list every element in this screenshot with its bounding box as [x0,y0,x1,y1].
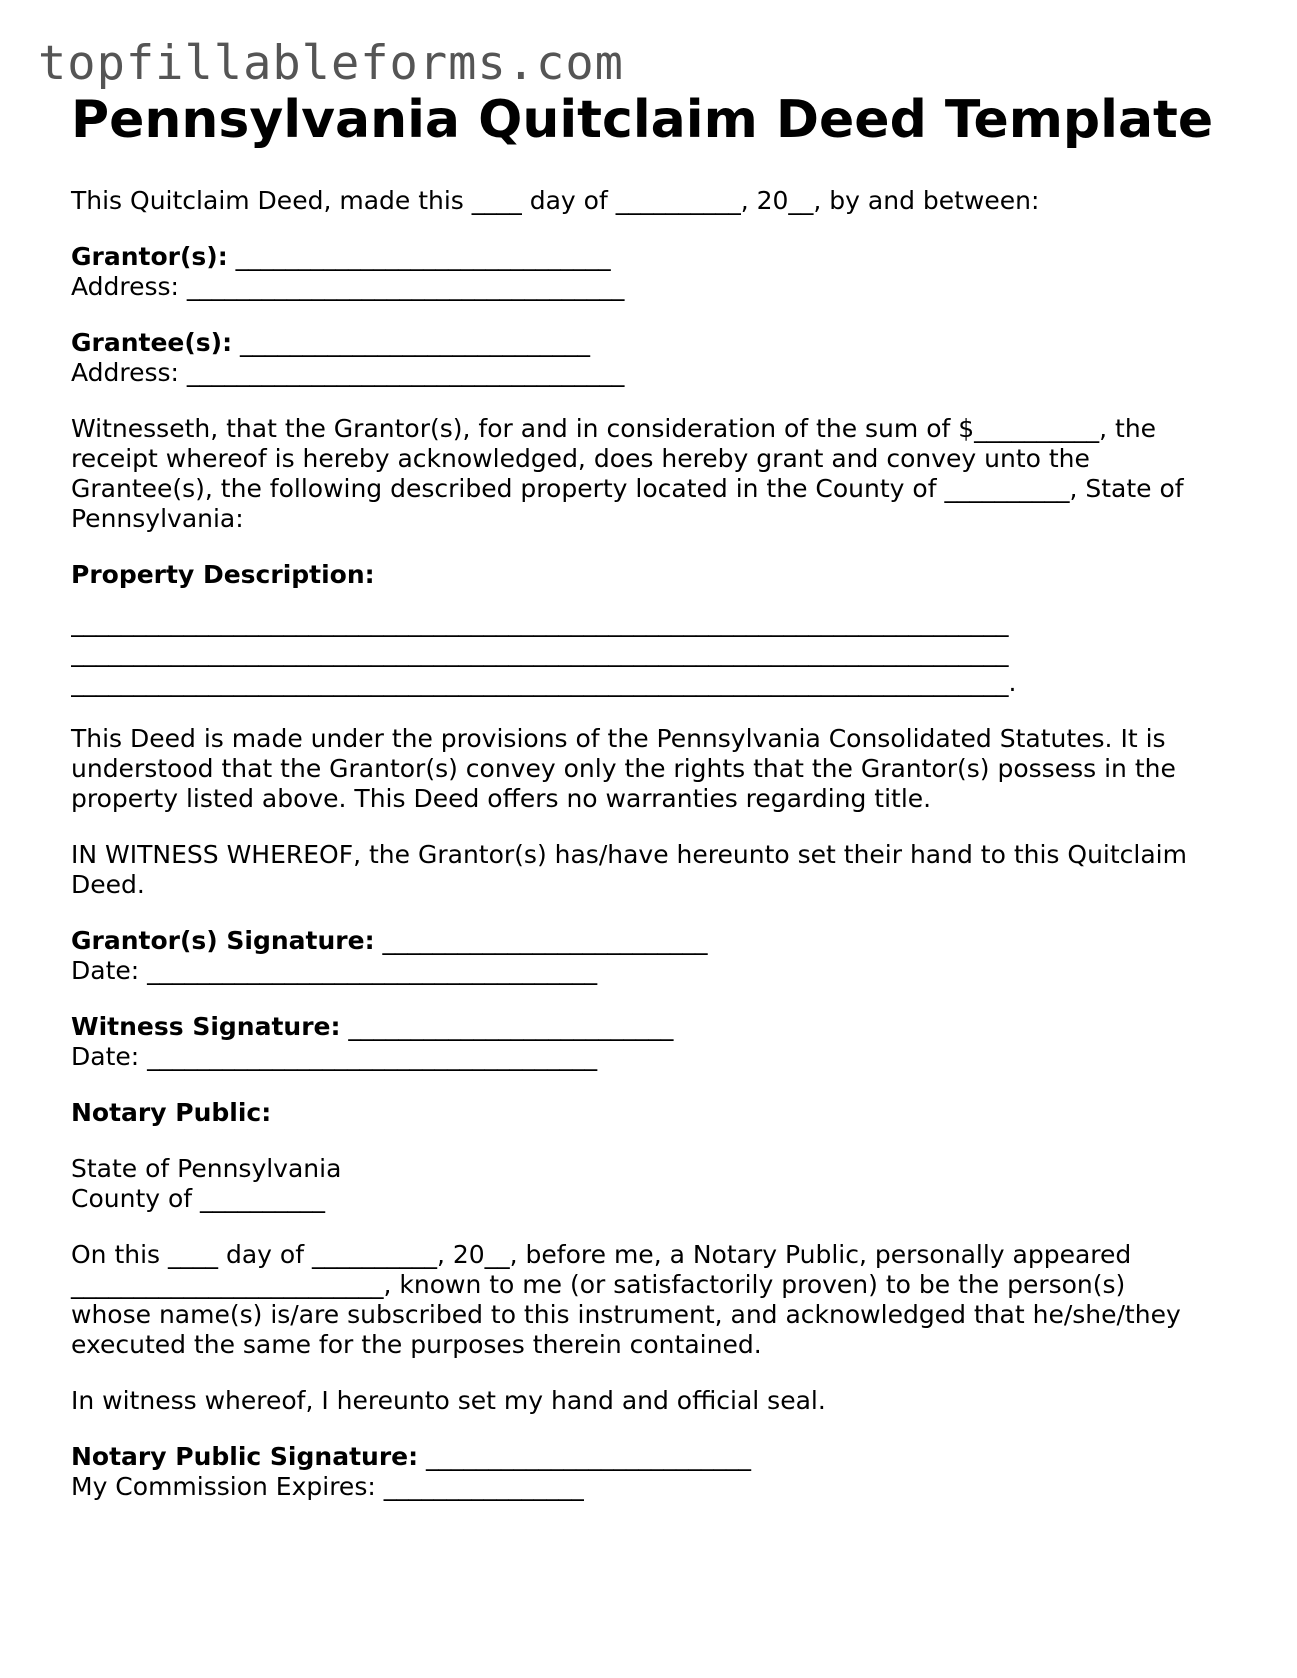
intro-line: This Quitclaim Deed, made this ____ day of __________, 20__, by and between: [71,186,1040,215]
property-description-heading [71,560,1231,590]
property-description-lines [71,608,1231,698]
grantee-label: Grantee(s): [71,328,233,357]
provisions-line: understood that the Grantor(s) convey only the rights that the Grantor(s) possess in the [71,754,1176,783]
in-witness-paragraph [71,840,1231,900]
page-title: Pennsylvania Quitclaim Deed Template [71,90,1214,150]
witnesseth-paragraph [71,414,1231,534]
grantor-line [71,242,1231,272]
grantee-address: Address: ___________________________________ [71,358,625,387]
commission-expires: My Commission Expires: ________________ [71,1472,584,1501]
notary-county: County of __________ [71,1184,326,1213]
notary-heading [71,1098,1231,1128]
intro-paragraph [71,186,1231,216]
grantor-signature-block [71,926,1231,986]
grantor-signature-blank: __________________________ [374,926,708,955]
grantor-label: Grantor(s): [71,242,228,271]
notary-acknowledgment [71,1240,1231,1360]
grantor-name-blank: ______________________________ [227,242,611,271]
property-description-blank: ___________________________________________________________________________ [71,638,1009,667]
acknowledgment-line: On this ____ day of __________, 20__, before me, a Notary Public, personally appeared [71,1240,1132,1269]
grantor-signature-line [71,926,1231,956]
in-witness-line: IN WITNESS WHEREOF, the Grantor(s) has/have hereunto set their hand to this Quitclaim [71,840,1187,869]
witnesseth-line: Pennsylvania: [71,504,244,533]
grantee-name-blank: ____________________________ [232,328,591,357]
witness-signature-blank: __________________________ [340,1012,674,1041]
notary-signature-line [71,1442,1231,1472]
notary-public-label: Notary Public: [71,1098,272,1127]
grantor-signature-label: Grantor(s) Signature: [71,926,375,955]
witnesseth-line: Grantee(s), the following described property located in the County of __________, State of [71,474,1184,503]
notary-state: State of Pennsylvania [71,1154,342,1183]
acknowledgment-line: whose name(s) is/are subscribed to this instrument, and acknowledged that he/she/they [71,1300,1181,1329]
grantee-line [71,328,1231,358]
provisions-paragraph [71,724,1231,814]
acknowledgment-line: _________________________, known to me (or satisfactorily proven) to be the person(s) [71,1270,1126,1299]
deed-body [71,186,1231,1528]
grantor-signature-date: Date: ____________________________________ [71,956,598,985]
property-description-blank: ___________________________________________________________________________ [71,608,1009,637]
witnesseth-line: Witnesseth, that the Grantor(s), for and in consideration of the sum of $__________, the [71,414,1157,443]
seal-statement [71,1386,1231,1416]
seal-statement-line: In witness whereof, I hereunto set my hand and official seal. [71,1386,826,1415]
notary-signature-label: Notary Public Signature: [71,1442,419,1471]
grantee-block [71,328,1231,388]
witness-signature-block [71,1012,1231,1072]
provisions-line: This Deed is made under the provisions of the Pennsylvania Consolidated Statutes. It is [71,724,1166,753]
watermark: topfillableforms.com [38,36,624,91]
notary-venue [71,1154,1231,1214]
property-description-blank: ___________________________________________________________________________. [71,668,1017,697]
notary-signature-blank: __________________________ [418,1442,752,1471]
witness-signature-date: Date: ____________________________________ [71,1042,598,1071]
provisions-line: property listed above. This Deed offers no warranties regarding title. [71,784,932,813]
acknowledgment-line: executed the same for the purposes therein contained. [71,1330,762,1359]
grantor-block [71,242,1231,302]
witness-signature-line [71,1012,1231,1042]
witnesseth-line: receipt whereof is hereby acknowledged, does hereby grant and convey unto the [71,444,1090,473]
notary-signature-block [71,1442,1231,1502]
grantor-address: Address: ___________________________________ [71,272,625,301]
witness-signature-label: Witness Signature: [71,1012,341,1041]
in-witness-line: Deed. [71,870,145,899]
property-description-label: Property Description: [71,560,375,589]
